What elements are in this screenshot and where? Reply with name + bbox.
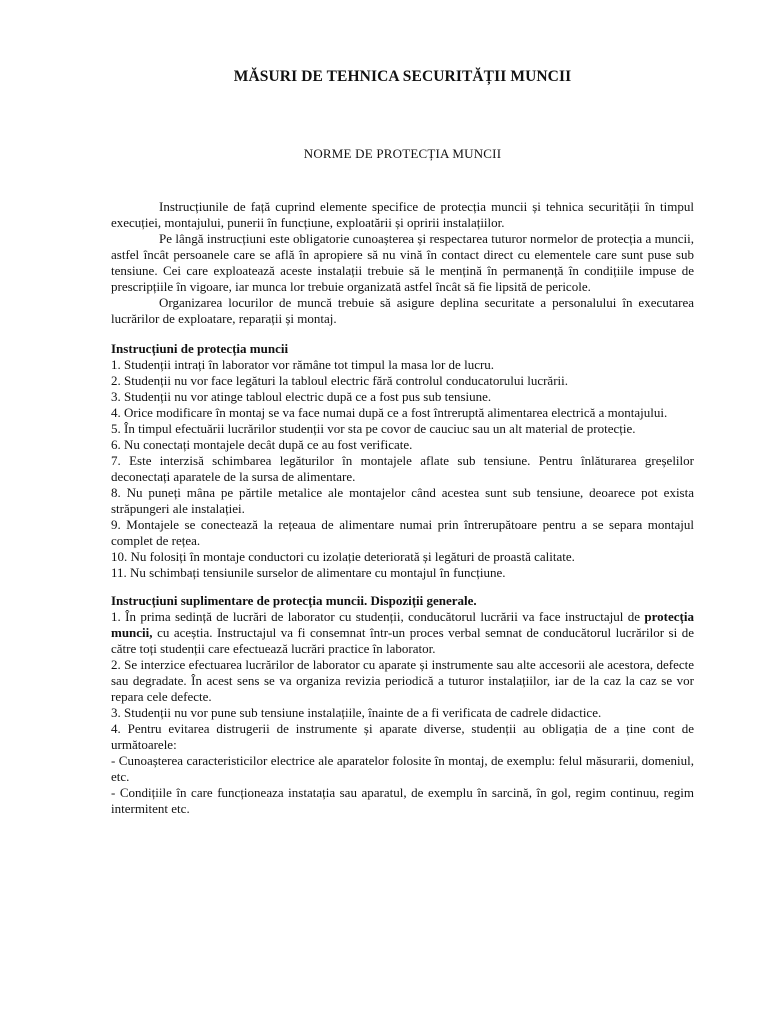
supplementary-instructions-section (111, 593, 694, 817)
list-item: 4. Pentru evitarea distrugerii de instrumente și aparate diverse, studenții au obligația de a ține cont de următoarele: (111, 721, 694, 752)
intro-paragraph-1: Instrucțiunile de față cuprind elemente specifice de protecția muncii și tehnica securității în timpul execuției, montajului, punerii în funcțiune, exploatării și opririi instalațiilor. (111, 199, 694, 230)
document-subtitle: NORME DE PROTECȚIA MUNCII (303, 146, 502, 161)
list-item (111, 609, 694, 657)
item-text-bold: protecția muncii, (111, 609, 694, 640)
list-item: 2. Se interzice efectuarea lucrărilor de laborator cu aparate și instrumente sau alte accesorii ale acestora, defecte sau degradate. În acest sens se va organiza revizia periodică a tuturor instalațiilor, iar de la caz la caz se vor repara cele defecte. (111, 657, 694, 704)
list-item: 2. Studenții nu vor face legături la tabloul electric fără controlul conducatorului lucrării. (111, 373, 568, 388)
item-text-start: 1. În prima sedință de lucrări de laborator cu studenții, conducătorul lucrării va face instructajul de (111, 609, 645, 624)
document-title: MĂSURI DE TEHNICA SECURITĂȚII MUNCII (233, 68, 572, 85)
list-item: 10. Nu folosiți în montaje conductori cu izolație deteriorată și legături de proastă calitate. (111, 549, 575, 564)
list-item: 4. Orice modificare în montaj se va face numai după ce a fost întreruptă alimentarea electrică a montajului. (111, 405, 668, 420)
list-item: 3. Studenții nu vor pune sub tensiune instalațiile, înainte de a fi verificata de cadrele didactice. (111, 705, 602, 720)
list-item: 11. Nu schimbați tensiunile surselor de alimentare cu montajul în funcțiune. (111, 565, 506, 580)
list-item: 3. Studenții nu vor atinge tabloul electric după ce a fost pus sub tensiune. (111, 389, 492, 404)
list-item: 9. Montajele se conectează la rețeaua de alimentare numai prin întrerupătoare pentru a se separa montajul complet de rețea. (111, 517, 694, 548)
list-item: - Condițiile în care funcționeaza instatația sau aparatul, de exemplu în sarcină, în gol, regim continuu, regim intermitent etc. (111, 785, 694, 816)
list-item: 8. Nu puneți mâna pe părtile metalice ale montajelor când acestea sunt sub tensiune, deoarece pot exista străpungeri ale instalației. (111, 485, 694, 516)
list-item: 5. În timpul efectuării lucrărilor studenții vor sta pe covor de cauciuc sau un alt material de protecție. (111, 421, 636, 436)
section-heading: Instrucțiuni de protecția muncii (111, 341, 289, 356)
list-item: 1. Studenții intrați în laborator vor rămâne tot timpul la masa lor de lucru. (111, 357, 495, 372)
section-heading: Instrucțiuni suplimentare de protecția muncii. Dispoziții generale. (111, 593, 477, 608)
list-item: 7. Este interzisă schimbarea legăturilor în montajele aflate sub tensiune. Pentru înlăturarea greșelilor deconectați aparatele de la sursa de alimentare. (111, 453, 694, 484)
intro-paragraph-3: Organizarea locurilor de muncă trebuie să asigure deplina securitate a personalului în executarea lucrărilor de exploatare, reparații și montaj. (111, 295, 694, 326)
item-text-end: cu aceștia. Instructajul va fi consemnat într-un proces verbal semnat de conducătorul lucrărilor si de către toți studenții care efectuează lucrări practice în laborator. (111, 625, 694, 656)
intro-section (111, 199, 694, 327)
list-item: - Cunoașterea caracteristicilor electrice ale aparatelor folosite în montaj, de exemplu: felul măsurarii, domeniul, etc. (111, 753, 694, 784)
intro-paragraph-2: Pe lângă instrucțiuni este obligatorie cunoașterea și respectarea tuturor normelor de protecția a muncii, astfel încât persoanele care se află în apropiere să nu vină în contact direct cu elementele care sunt puse sub tensiune. Cei care exploatează aceste instalații trebuie să le mențină în permanență în condițiile impuse de prescripțiile în vigoare, iar munca lor trebuie organizată astfel încât să fie lipsită de pericole. (111, 231, 694, 294)
list-item: 6. Nu conectați montajele decât după ce au fost verificate. (111, 437, 413, 452)
protection-instructions-section (111, 341, 694, 581)
